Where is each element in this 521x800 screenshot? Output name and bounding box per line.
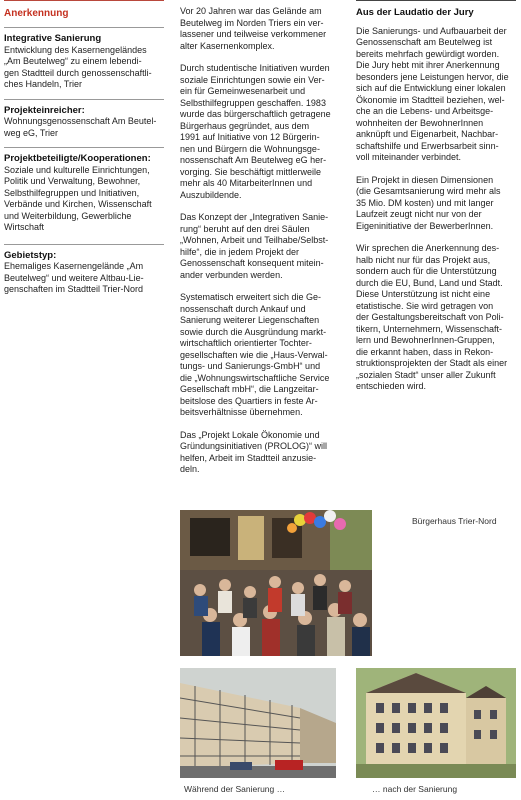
jury-paragraph: Die Sanierungs- und Aufbauarbeit der Genossenschaft am Beutelweg ist bereits mehrfach gewürdigt worden. Die Jury hebt mit ihrer Anerkennung besonders jene Leistungen hervor, die sich auf die Entwicklung einer lokalen Ökonomie im Stadtteil beziehen, wel- che an die Lebens- und Arbeitsge- wohnheiten der BewohnerInnen anknüpft und Eigenarbeit, Nachbar- schaftshilfe und Erwerbsarbeit sinn- voll miteinander verbindet. (356, 25, 509, 162)
jury-heading: Aus der Laudatio der Jury (356, 7, 474, 18)
jury-column (356, 0, 516, 404)
info-column (4, 0, 164, 296)
body-paragraph: Das Konzept der „Integrativen Sanie- rung“ beruht auf den drei Säulen „Wohnen, Arbeit und Teilhabe/Selbst- hilfe“, die in jedem Projekt der Genossenschaft konsequent mitein- ander verbunden werden. (180, 212, 329, 280)
body-column (180, 6, 340, 487)
photo-caption-main: Bürgerhaus Trier-Nord (412, 516, 497, 526)
jury-paragraph: Ein Projekt in diesen Dimensionen (die Gesamtsanierung wird mehr als 35 Mio. DM kosten) und mit langer Laufzeit zeugt nicht nur von der Eigeninitiative der BewerberInnen. (356, 174, 501, 231)
divider (4, 147, 164, 148)
area-type-heading: Gebietstyp: (4, 249, 57, 261)
divider (4, 244, 164, 245)
divider (4, 27, 164, 28)
photo-caption-after: … nach der Sanierung (372, 784, 458, 794)
body-paragraph: Durch studentische Initiativen wurden soziale Einrichtungen sowie ein Ver- ein für Gemeinwesenarbeit und Selbsthilfegruppen geschaffen. 1983 wurde das bürgerschaftlich getragene Bürgerhaus gegründet, aus dem 1991 auf Initiative von 12 Bürgerin- nen und Bürgern die Wohnungsge- nossenschaft Am Beutelweg eG her- vorging. Sie beschäftigt mittlerweile mehr als 40 MitarbeiterInnen und Auszubildende. (180, 63, 331, 200)
project-title: Integrative Sanierung (4, 33, 102, 44)
participants-heading: Projektbeteiligte/Kooperationen: (4, 153, 151, 164)
body-paragraph: Das „Projekt Lokale Ökonomie und Gründungsinitiativen (PROLOG)“ will helfen, Arbeit im Stadtteil anzusie- deln. (180, 429, 328, 474)
body-paragraph: Vor 20 Jahren war das Gelände am Beutelweg im Norden Triers ein ver- lassener und teilweise verkommener alter Kasernenkomplex. (180, 6, 327, 51)
section-tag: Anerkennung (4, 8, 69, 19)
renovation-photo (180, 668, 336, 778)
after-renovation-photo (356, 668, 516, 778)
body-paragraph: Systematisch erweitert sich die Ge- nossenschaft durch Ankauf und Sanierung weiterer Liegenschaften sowie durch die Ausgründung markt- wirtschaftlich orientierter Tochter- gesellschaften wie die „Haus-Verwal- tungs- und Sanierungs-GmbH“ und die „Wohnungswirtschaftliche Service Gesellschaft mbH“, die Langzeitar- beitslose des Quartiers in feste Ar- beitsverhältnisse übernehmen. (180, 292, 330, 417)
project-description: Entwicklung des Kasernengeländes „Am Beutelweg“ zu einem lebendi- gen Stadtteil durch genossenschaftli- ches Handeln, Trier (4, 44, 152, 89)
area-type-text: Ehemaliges Kasernengelände „Am Beutelweg“ und weitere Altbau-Lie- genschaften im Stadtteil Trier-Nord (4, 261, 144, 294)
participants-text: Soziale und kulturelle Einrichtungen, Politik und Verwaltung, Bewohner, Selbsthilfegruppen und Initiativen, Verbände und Kirchen, Wissenschaft und Weiterbildung, Gewerbliche Wirtschaft (4, 164, 152, 232)
submitter-heading: Projekteinreicher: (4, 104, 85, 116)
crowd-photo (180, 510, 372, 656)
jury-paragraph: Wir sprechen die Anerkennung des- halb nicht nur für das Projekt aus, sondern auch für die Unterstützung durch die EU, Bund, Land und Stadt. Diese Unterstützung ist nicht eine etatistische. Sie wird getragen von der Gestaltungsbereitschaft von Poli- tikern, Unternehmern, Wissenschaft- lern und BewohnerInnen-Gruppen, die erkannt haben, dass in Rekon- struktionsprojekten der Stadt als einer „sozialen Stadt“ unser aller Zukunft entschieden wird. (356, 243, 508, 391)
divider (4, 99, 164, 100)
photo-caption-during: Während der Sanierung … (184, 784, 286, 794)
submitter-text: Wohnungsgenossenschaft Am Beutel- weg eG, Trier (4, 116, 157, 138)
